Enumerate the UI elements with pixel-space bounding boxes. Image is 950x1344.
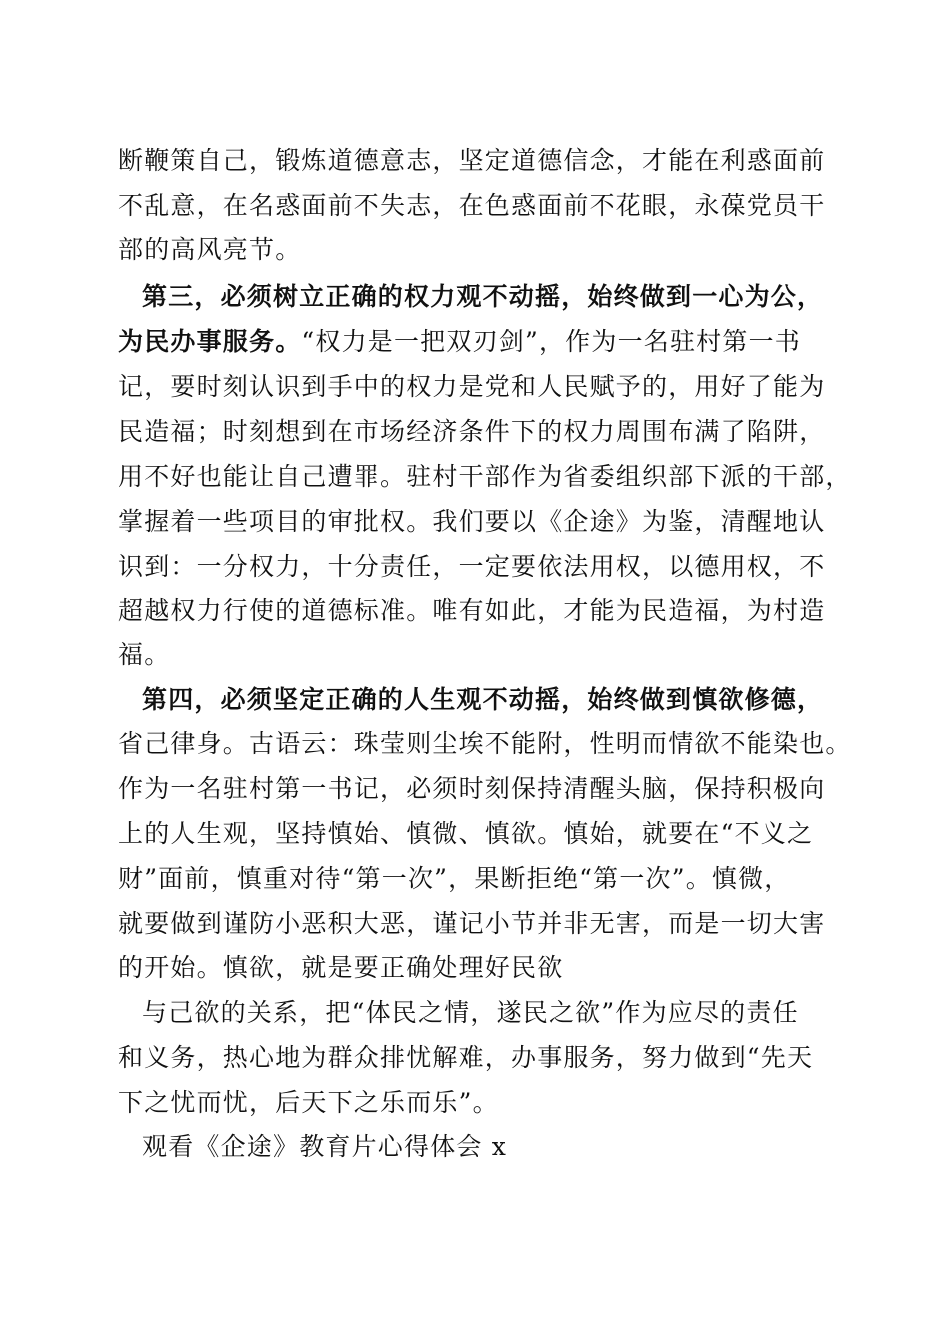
text-line: 和义务，热心地为群众排忧解难，办事服务，努力做到“先天: [118, 1043, 814, 1072]
text-line: 上的人生观，坚持慎始、慎微、慎欲。慎始，就要在“不义之: [118, 819, 814, 848]
text-line: 与己欲的关系，把“体民之情，遂民之欲”作为应尽的责任: [142, 998, 799, 1027]
text-line: 民造福；时刻想到在市场经济条件下的权力周围布满了陷阱，: [118, 417, 826, 446]
text-line: 掌握着一些项目的审批权。我们要以《企途》为鉴，清醒地认: [118, 507, 826, 536]
text-line: 不乱意，在名惑面前不失志，在色惑面前不花眼，永葆党员干: [118, 191, 826, 220]
text-line: 识到：一分权力，十分责任，一定要依法用权，以德用权，不: [118, 552, 826, 581]
text-line: 福。: [118, 640, 171, 669]
text-line: 财”面前，慎重对待“第一次”，果断拒绝“第一次”。慎微，: [118, 864, 791, 893]
text-line: 超越权力行使的道德标准。唯有如此，才能为民造福，为村造: [118, 596, 826, 625]
section-heading-fourth: [142, 685, 882, 715]
text-line: 记，要时刻认识到手中的权力是党和人民赋予的，用好了能为: [118, 372, 826, 401]
bold-heading: 第三，必须树立正确的权力观不动摇，始终做到一心为公，: [142, 282, 824, 311]
text-line: [118, 327, 858, 357]
bold-heading: 为民办事服务。: [118, 327, 302, 356]
text-line: 的开始。慎欲，就是要正确处理好民欲: [118, 953, 564, 982]
text-span: “权力是一把双刃剑”，作为一名驻村第一书: [301, 327, 801, 356]
text-line: 部的高风亮节。: [118, 235, 302, 264]
text-line: 断鞭策自己，锻炼道德意志，坚定道德信念，才能在利惑面前: [118, 146, 826, 175]
text-line: 作为一名驻村第一书记，必须时刻保持清醒头脑，保持积极向: [118, 774, 826, 803]
section-heading-third: [142, 282, 882, 312]
text-line: 就要做到谨防小恶积大恶，谨记小节并非无害，而是一切大害: [118, 909, 826, 938]
text-line: 下之忧而忧，后天下之乐而乐”。: [118, 1088, 499, 1117]
text-line: 省己律身。古语云：珠莹则尘埃不能附，性明而情欲不能染也。: [118, 729, 852, 758]
bold-heading: 第四，必须坚定正确的人生观不动摇，始终做到慎欲修德，: [142, 685, 824, 714]
document-title-footer: 观看《企途》教育片心得体会 x: [142, 1132, 508, 1161]
text-line: 用不好也能让自己遭罪。驻村干部作为省委组织部下派的干部，: [118, 462, 852, 491]
